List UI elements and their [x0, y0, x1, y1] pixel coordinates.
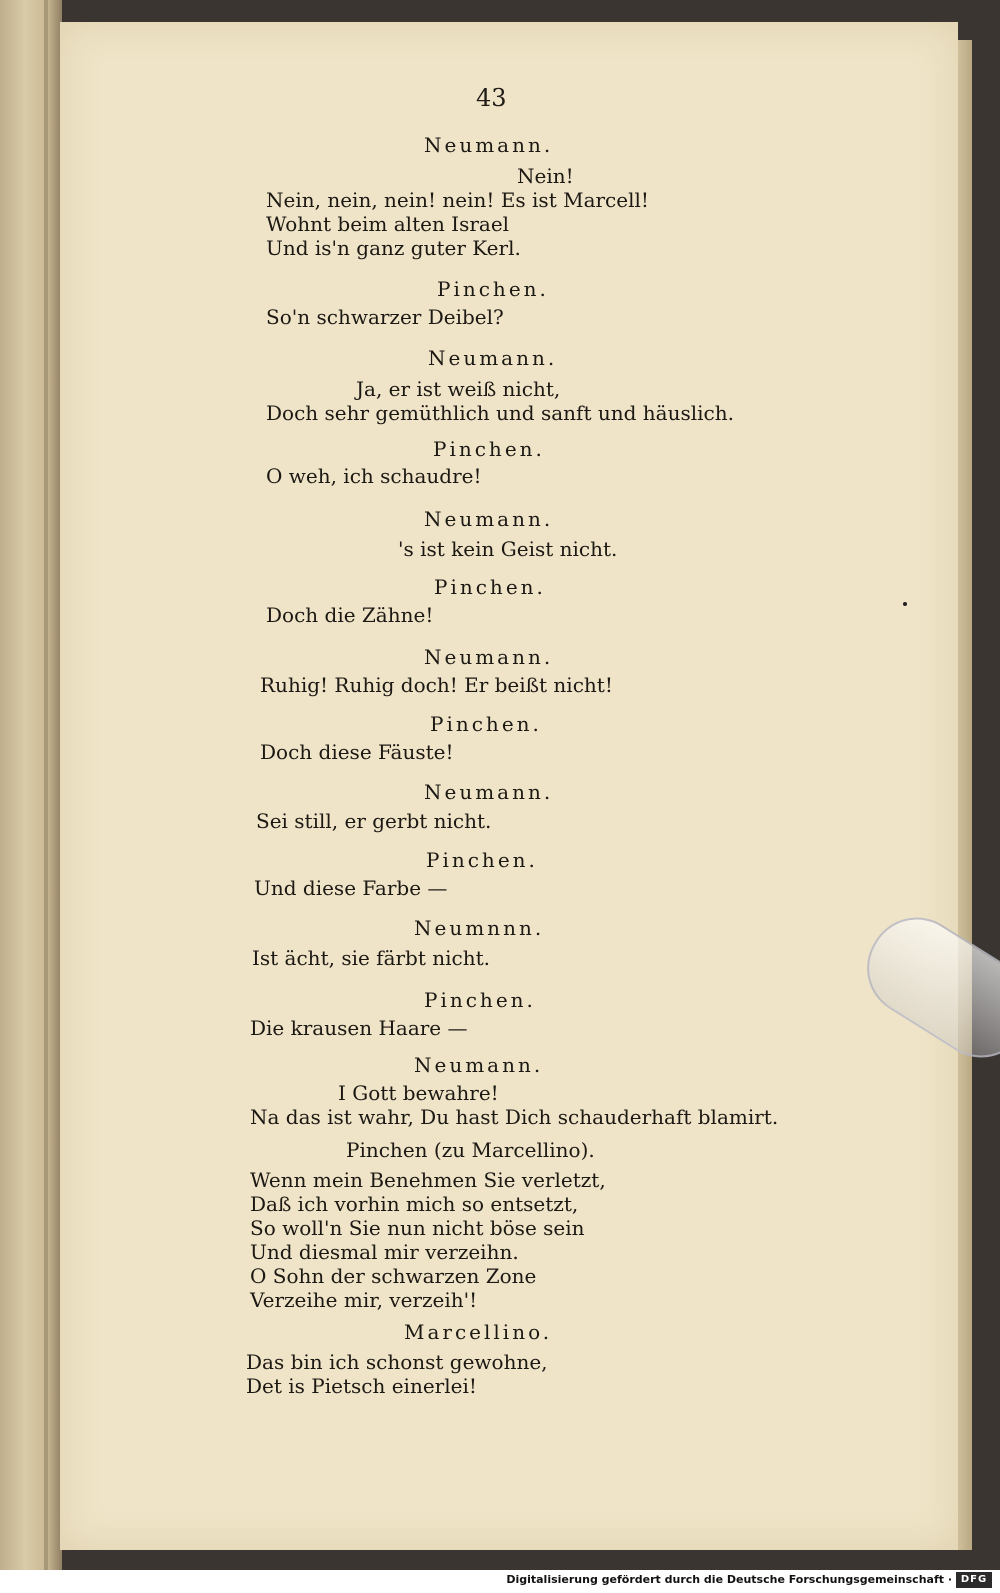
verse-line: Doch sehr gemüthlich und sanft und häuslich.	[266, 401, 734, 425]
verse-line: Det is Pietsch einerlei!	[246, 1374, 477, 1398]
verse-line: Das bin ich schonst gewohne,	[246, 1350, 548, 1374]
verse-line: Ja, er ist weiß nicht,	[356, 377, 561, 401]
page-number: 43	[476, 84, 507, 112]
verse-line: Na das ist wahr, Du hast Dich schauderhaft blamirt.	[250, 1105, 779, 1129]
dfg-logo: DFG	[956, 1572, 992, 1588]
verse-line: 's ist kein Geist nicht.	[398, 537, 618, 561]
speaker-name: Marcellino.	[404, 1320, 553, 1344]
speaker-name: Neumann.	[424, 133, 554, 157]
speaker-name: Neumann.	[414, 1053, 544, 1077]
verse-line: Und is'n ganz guter Kerl.	[266, 236, 521, 260]
verse-line: So woll'n Sie nun nicht böse sein	[250, 1216, 585, 1240]
verse-line: I Gott bewahre!	[338, 1081, 499, 1105]
speaker-name: Pinchen.	[430, 712, 542, 736]
verse-line: Doch die Zähne!	[266, 603, 434, 627]
verse-line: Ruhig! Ruhig doch! Er beißt nicht!	[260, 673, 613, 697]
verse-line: Doch diese Fäuste!	[260, 740, 454, 764]
verse-line: Sei still, er gerbt nicht.	[256, 809, 492, 833]
speaker-name: Neumann.	[424, 780, 554, 804]
verse-line: Ist ächt, sie färbt nicht.	[252, 946, 491, 970]
credit-text: Digitalisierung gefördert durch die Deutsche Forschungsgemeinschaft ·	[506, 1573, 952, 1586]
verse-line: O Sohn der schwarzen Zone	[250, 1264, 537, 1288]
verse-line: Verzeihe mir, verzeih'!	[250, 1288, 478, 1312]
verse-line: Nein, nein, nein! nein! Es ist Marcell!	[266, 188, 649, 212]
verse-line: Und diesmal mir verzeihn.	[250, 1240, 519, 1264]
ink-speck	[903, 602, 907, 606]
verse-line: So'n schwarzer Deibel?	[266, 305, 504, 329]
speaker-name: Pinchen.	[426, 848, 538, 872]
verse-line: Daß ich vorhin mich so entsetzt,	[250, 1192, 579, 1216]
verse-line: Und diese Farbe —	[254, 876, 448, 900]
verse-line: Die krausen Haare —	[250, 1016, 468, 1040]
verse-line: Nein!	[517, 164, 574, 188]
speaker-name: Neumann.	[428, 346, 558, 370]
speaker-name: Neumann.	[424, 645, 554, 669]
speaker-name: Neumann.	[424, 507, 554, 531]
speaker-name: Pinchen.	[437, 277, 549, 301]
previous-page-edge	[44, 0, 48, 1593]
speaker-name: Pinchen.	[424, 988, 536, 1012]
verse-line: Wenn mein Benehmen Sie verletzt,	[250, 1168, 606, 1192]
speaker-name: Pinchen.	[434, 575, 546, 599]
verse-line: Wohnt beim alten Israel	[266, 212, 510, 236]
verse-line: O weh, ich schaudre!	[266, 464, 482, 488]
speaker-name: Neumnnn.	[414, 916, 545, 940]
scan-left-background	[0, 0, 62, 1593]
verse-line: Pinchen (zu Marcellino).	[346, 1138, 595, 1162]
speaker-name: Pinchen.	[433, 437, 545, 461]
